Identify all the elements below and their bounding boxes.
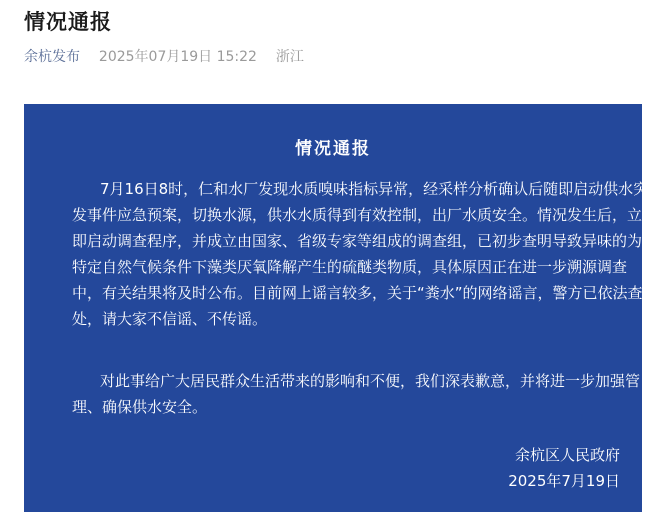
notice-line: 理、确保供水安全。 <box>72 398 208 416</box>
notice-line: 即启动调查程序，并成立由国家、省级专家等组成的调查组，已初步查明导致异味的为 <box>72 232 643 250</box>
article-title: 情况通报 <box>24 10 112 34</box>
notice-paragraph-2 <box>72 368 642 420</box>
notice-image[interactable] <box>24 104 649 512</box>
notice-heading: 情况通报 <box>295 139 371 159</box>
notice-line: 对此事给广大居民群众生活带来的影响和不便，我们深表歉意，并将进一步加强管 <box>100 372 641 390</box>
notice-signature <box>508 442 620 494</box>
notice-paragraph-1 <box>72 176 649 332</box>
signature-date: 2025年7月19日 <box>508 472 620 490</box>
notice-line: 中，有关结果将及时公布。目前网上谣言较多，关于“粪水”的网络谣言，警方已依法查 <box>72 284 643 302</box>
notice-line: 7月16日8时，仁和水厂发现水质嗅味指标异常，经采样分析确认后随即启动供水突 <box>100 180 649 198</box>
notice-line: 发事件应急预案，切换水源，供水水质得到有效控制，出厂水质安全。情况发生后，立 <box>72 206 643 224</box>
article-meta <box>24 46 304 66</box>
publish-datetime: 2025年07月19日 15:22 <box>98 49 257 65</box>
publish-location: 浙江 <box>275 49 304 65</box>
signature-org: 余杭区人民政府 <box>514 446 620 464</box>
notice-line: 处，请大家不信谣、不传谣。 <box>72 310 268 328</box>
publisher-link[interactable]: 余杭发布 <box>24 49 80 65</box>
notice-line: 特定自然气候条件下藻类厌氧降解产生的硫醚类物质，具体原因正在进一步溯源调查 <box>72 258 628 276</box>
